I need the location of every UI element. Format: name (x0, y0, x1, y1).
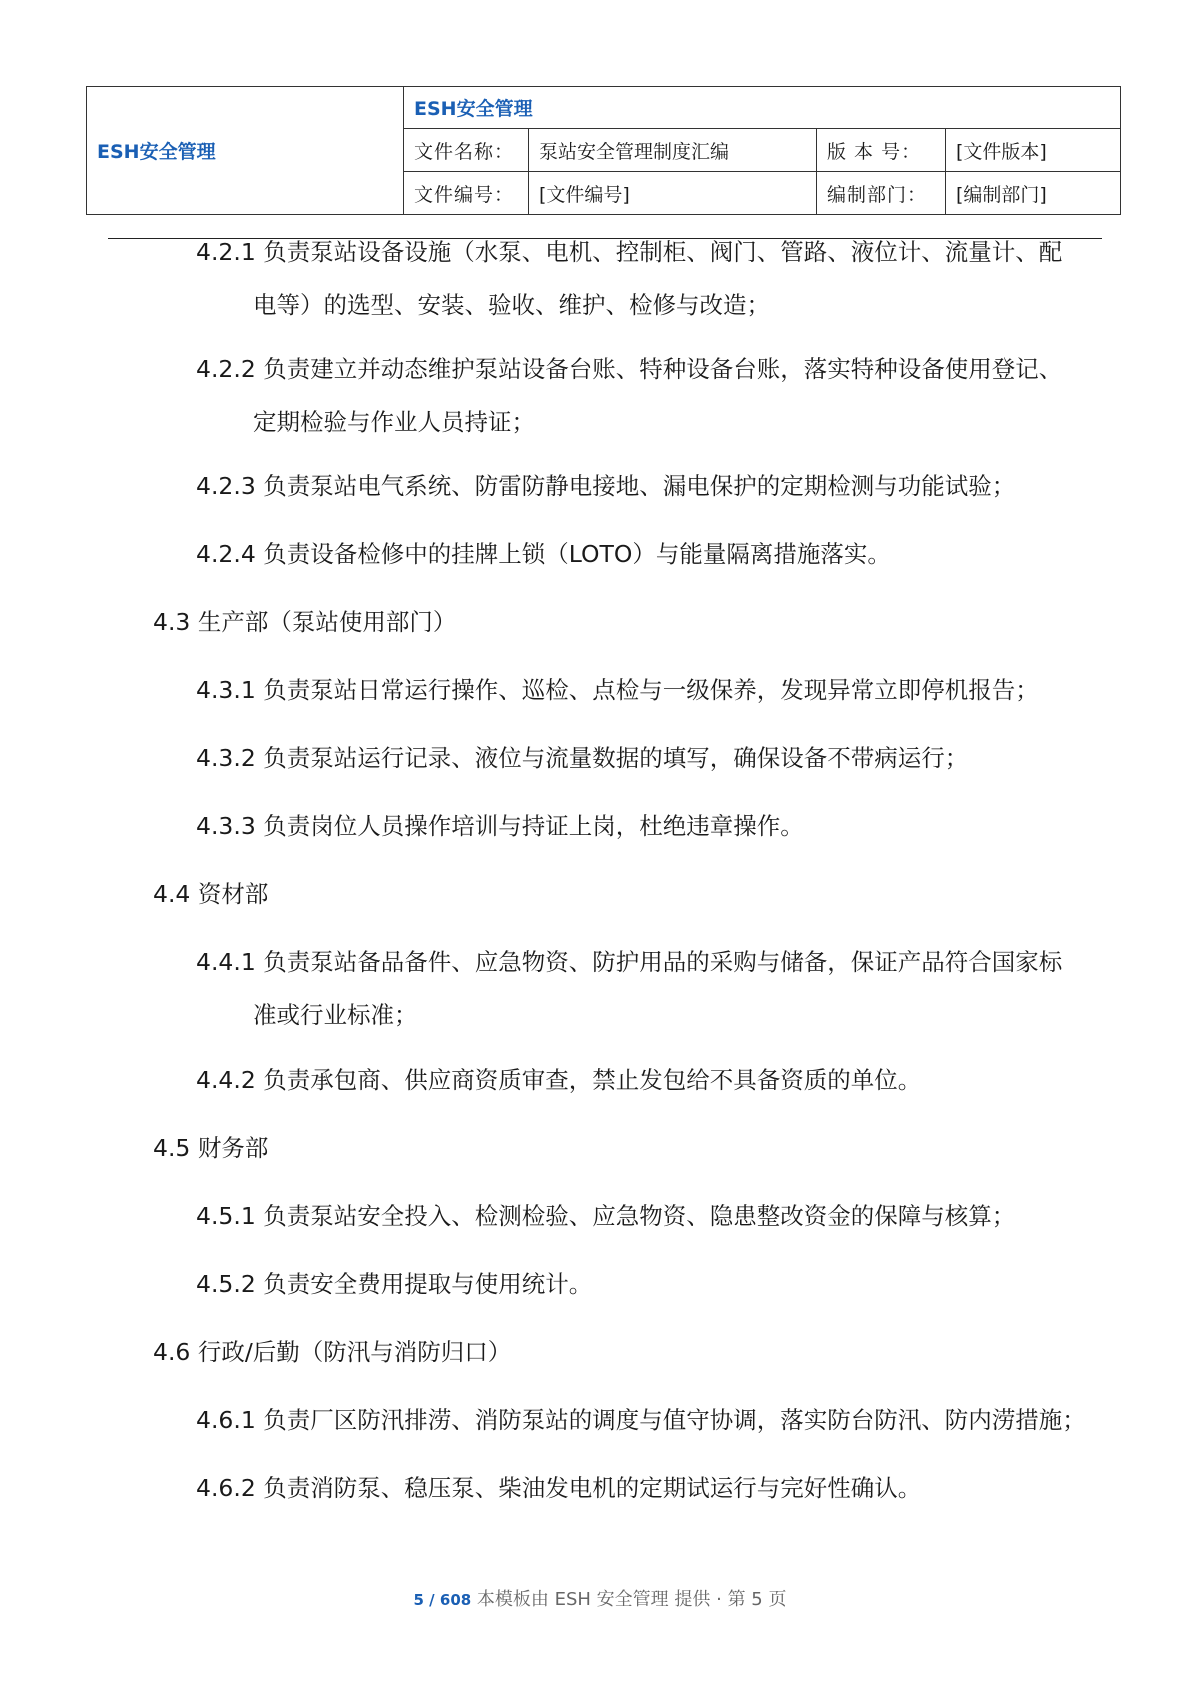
clause-4-2-2-line2: 定期检验与作业人员持证； (253, 408, 535, 436)
clause-4-4-1-line2: 准或行业标准； (253, 1001, 418, 1029)
page-footer (0, 1585, 1200, 1611)
clause-4-4-1-line1: 4.4.1 负责泵站备品备件、应急物资、防护用品的采购与储备，保证产品符合国家标 (196, 948, 1063, 976)
clause-4-6-1: 4.6.1 负责厂区防汛排涝、消防泵站的调度与值守协调，落实防台防汛、防内涝措施； (196, 1406, 1086, 1434)
version-value: [文件版本] (946, 129, 1121, 172)
dept-label: 编制部门： (817, 172, 946, 215)
clause-4-2-2-line1: 4.2.2 负责建立并动态维护泵站设备台账、特种设备台账，落实特种设备使用登记、 (196, 355, 1063, 383)
file-no-label: 文件编号： (404, 172, 529, 215)
file-name-label: 文件名称： (404, 129, 529, 172)
header-top-brand: ESH安全管理 (404, 87, 1121, 129)
section-4-5-heading: 4.5 财务部 (153, 1134, 269, 1162)
clause-4-2-1-line1: 4.2.1 负责泵站设备设施（水泵、电机、控制柜、阀门、管路、液位计、流量计、配 (196, 238, 1063, 266)
clause-4-5-2: 4.5.2 负责安全费用提取与使用统计。 (196, 1270, 593, 1298)
page-counter: 5 / 608 (413, 1591, 472, 1609)
section-4-4-heading: 4.4 资材部 (153, 880, 269, 908)
clause-4-2-4: 4.2.4 负责设备检修中的挂牌上锁（LOTO）与能量隔离措施落实。 (196, 540, 891, 568)
document-header-table (86, 86, 1121, 215)
section-4-3-heading: 4.3 生产部（泵站使用部门） (153, 608, 457, 636)
clause-4-6-2: 4.6.2 负责消防泵、稳压泵、柴油发电机的定期试运行与完好性确认。 (196, 1474, 922, 1502)
dept-value: [编制部门] (946, 172, 1121, 215)
clause-4-3-2: 4.3.2 负责泵站运行记录、液位与流量数据的填写，确保设备不带病运行； (196, 744, 969, 772)
clause-4-3-1: 4.3.1 负责泵站日常运行操作、巡检、点检与一级保养，发现异常立即停机报告； (196, 676, 1039, 704)
section-4-6-heading: 4.6 行政/后勤（防汛与消防归口） (153, 1338, 512, 1366)
footer-text: 本模板由 ESH 安全管理 提供 · 第 5 页 (471, 1589, 787, 1610)
header-left-brand: ESH安全管理 (87, 87, 404, 215)
clause-4-5-1: 4.5.1 负责泵站安全投入、检测检验、应急物资、隐患整改资金的保障与核算； (196, 1202, 1016, 1230)
clause-4-3-3: 4.3.3 负责岗位人员操作培训与持证上岗，杜绝违章操作。 (196, 812, 804, 840)
version-label: 版 本 号： (817, 129, 946, 172)
file-no-value: [文件编号] (529, 172, 817, 215)
file-name-value: 泵站安全管理制度汇编 (529, 129, 817, 172)
clause-4-4-2: 4.4.2 负责承包商、供应商资质审查，禁止发包给不具备资质的单位。 (196, 1066, 922, 1094)
clause-4-2-1-line2: 电等）的选型、安装、验收、维护、检修与改造； (253, 291, 770, 319)
clause-4-2-3: 4.2.3 负责泵站电气系统、防雷防静电接地、漏电保护的定期检测与功能试验； (196, 472, 1016, 500)
